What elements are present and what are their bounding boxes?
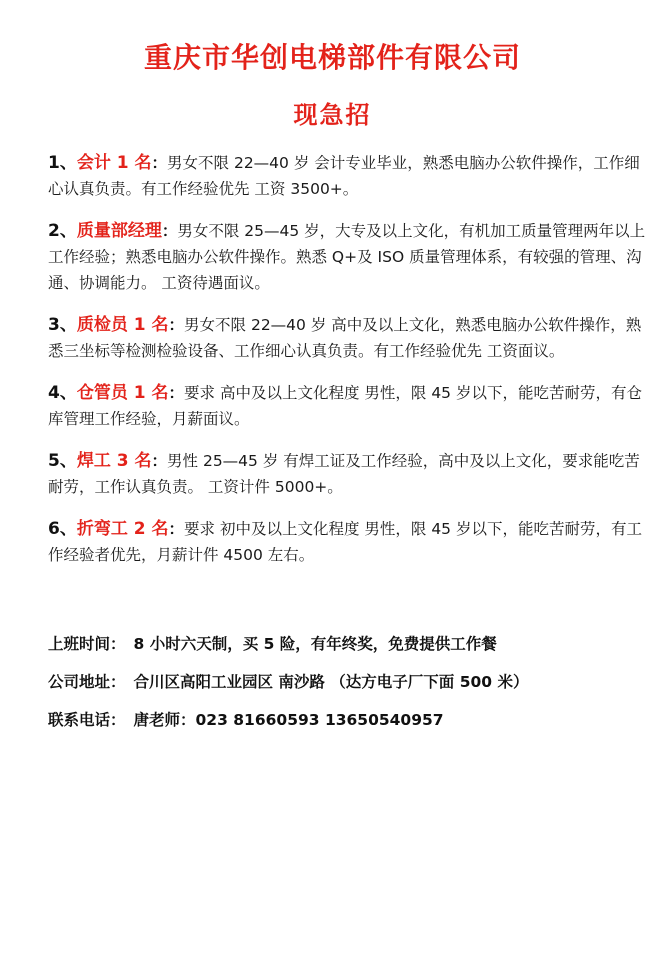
address-label: 公司地址： [48,673,126,691]
company-address [48,670,648,694]
job-item-bender [48,516,648,568]
job-number: 6、 [48,519,77,539]
job-description: 要求 高中及以上文化程度 男性，限 45 岁以下，能吃苦耐劳，有仓库管理工作经验，月薪面议。 [48,384,642,428]
job-number: 4、 [48,383,77,403]
phone-label: 联系电话： [48,711,126,729]
job-description: 男性 25—45 岁 有焊工证及工作经验，高中及以上文化，要求能吃苦耐劳，工作认真负责。 工资计件 5000+。 [48,452,640,496]
job-colon: ： [151,154,168,172]
work-hours-label: 上班时间： [48,635,126,653]
job-item-accountant [48,150,648,202]
job-title: 会计 1 名 [76,153,152,173]
job-item-quality-manager [48,218,648,296]
phone-value: 唐老师：023 81660593 13650540957 [133,711,444,729]
job-number: 2、 [48,221,77,241]
job-title: 仓管员 1 名 [76,383,169,403]
job-title: 质量部经理 [76,221,162,241]
job-title: 焊工 3 名 [76,451,152,471]
urgent-hiring-subtitle: 现急招 [293,101,372,129]
job-description: 要求 初中及以上文化程度 男性，限 45 岁以下，能吃苦耐劳，有工作经验者优先，月薪计件 4500 左右。 [48,520,642,564]
contact-info [48,632,648,746]
job-number: 3、 [48,315,77,335]
job-item-welder [48,448,648,500]
job-colon: ： [168,316,185,334]
job-colon: ： [151,452,168,470]
job-description: 男女不限 22—40 岁 高中及以上文化，熟悉电脑办公软件操作，熟悉三坐标等检测检验设备、工作细心认真负责。有工作经验优先 工资面议。 [48,316,642,360]
job-number: 5、 [48,451,77,471]
job-colon: ： [168,520,185,538]
work-hours-value: 8 小时六天制，买 5 险，有年终奖，免费提供工作餐 [133,635,497,653]
job-description: 男女不限 25—45 岁，大专及以上文化，有机加工质量管理两年以上工作经验；熟悉电脑办公软件操作。熟悉 Q+及 ISO 质量管理体系，有较强的管理、沟通、协调能力。 工资待遇面议。 [48,222,646,292]
job-list [48,150,648,584]
job-colon: ： [161,222,178,240]
job-title: 质检员 1 名 [76,315,169,335]
job-item-inspector [48,312,648,364]
job-colon: ： [168,384,185,402]
contact-phone [48,708,648,732]
job-description: 男女不限 22—40 岁 会计专业毕业，熟悉电脑办公软件操作，工作细心认真负责。有工作经验优先 工资 3500+。 [48,154,640,198]
address-value: 合川区高阳工业园区 南沙路 （达方电子厂下面 500 米） [133,673,529,691]
job-number: 1、 [48,153,77,173]
job-title: 折弯工 2 名 [76,519,169,539]
work-hours [48,632,648,656]
job-item-warehouse-keeper [48,380,648,432]
company-title: 重庆市华创电梯部件有限公司 [143,41,521,74]
